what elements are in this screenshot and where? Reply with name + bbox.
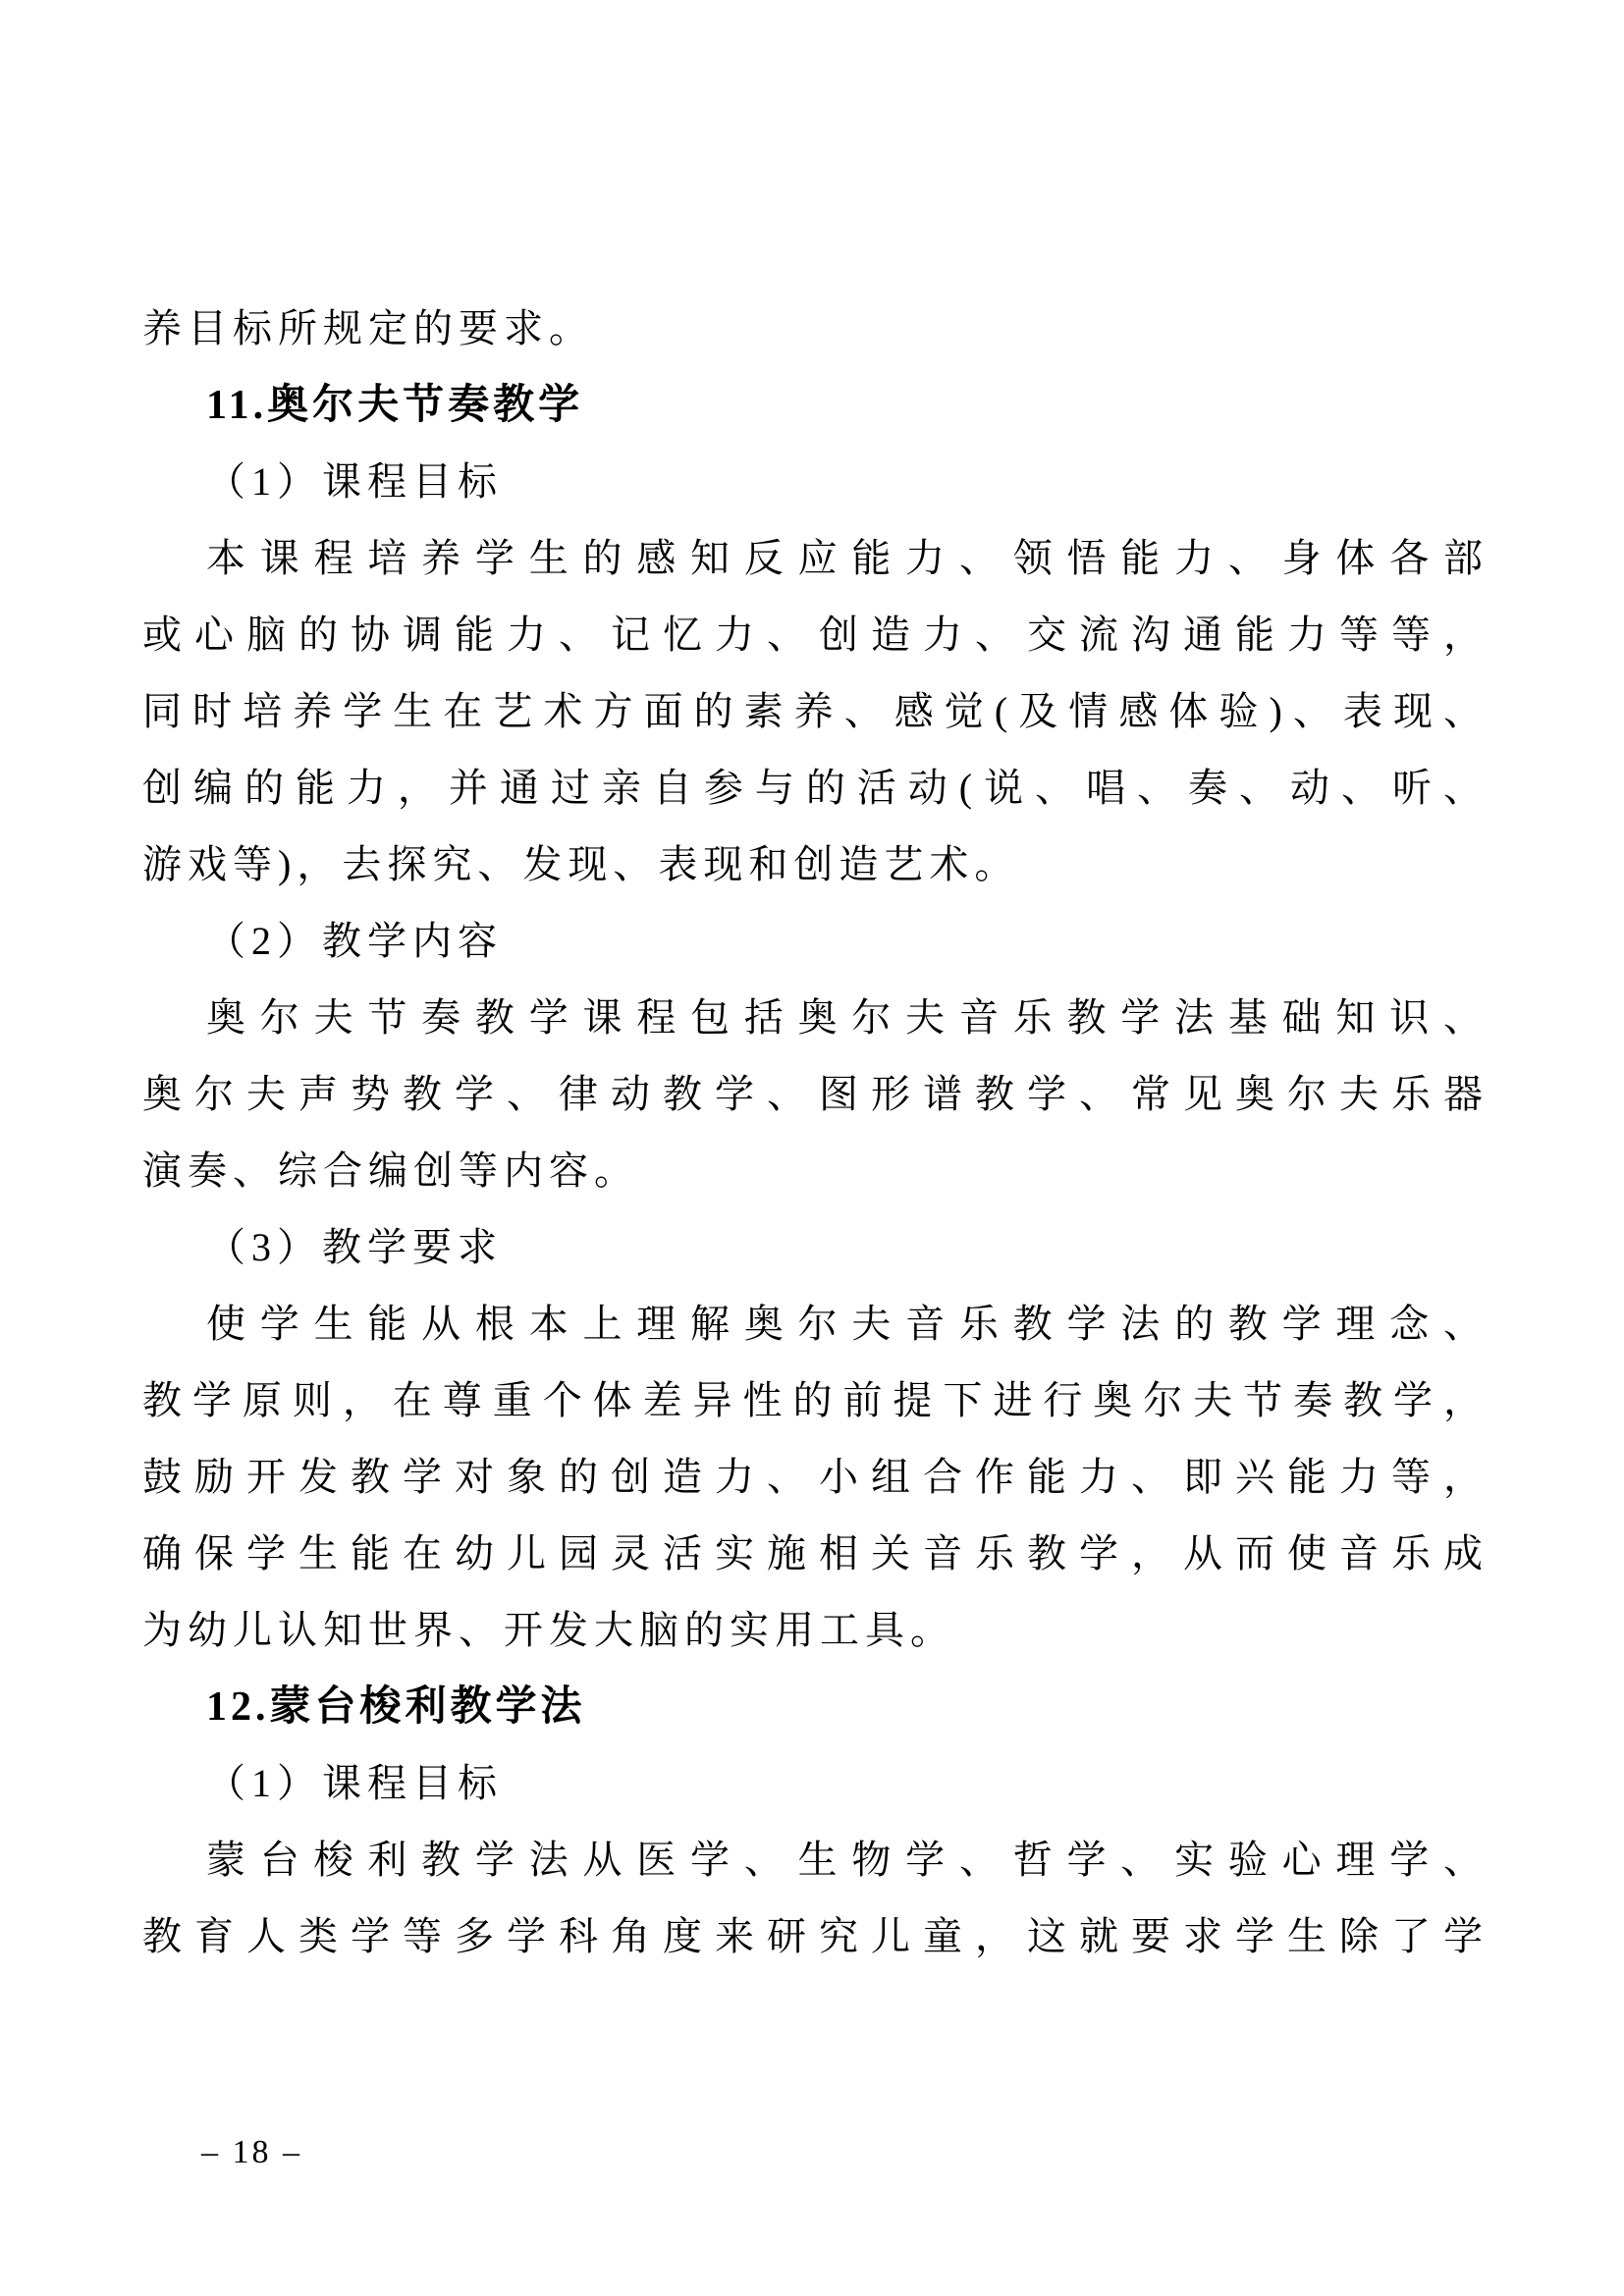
body-line: 本课程培养学生的感知反应能力、领悟能力、身体各部 [206,536,1483,580]
heading-section-12-montessori: 12.蒙台梭利教学法 [206,1684,586,1730]
body-line: 使学生能从根本上理解奥尔夫音乐教学法的教学理念、 [206,1302,1483,1346]
subheading-teaching-content: （2）教学内容 [206,919,503,963]
body-line: 或心脑的协调能力、记忆力、创造力、交流沟通能力等等， [142,613,1483,657]
body-line: 游戏等)，去探究、发现、表现和创造艺术。 [142,842,1020,886]
heading-section-11-orff: 11.奥尔夫节奏教学 [206,383,584,428]
body-line: 养目标所规定的要求。 [142,306,594,350]
body-line: 奥尔夫节奏教学课程包括奥尔夫音乐教学法基础知识、 [206,995,1483,1040]
body-line: 创编的能力，并通过亲自参与的活动(说、唱、奏、动、听、 [142,766,1483,810]
document-page-body [142,291,1483,1975]
subheading-course-objective: （1）课程目标 [206,459,503,504]
subheading-teaching-requirements: （3）教学要求 [206,1225,503,1269]
body-line: 教学原则，在尊重个体差异性的前提下进行奥尔夫节奏教学， [142,1378,1483,1422]
body-line: 奥尔夫声势教学、律动教学、图形谱教学、常见奥尔夫乐器 [142,1072,1483,1116]
body-line: 鼓励开发教学对象的创造力、小组合作能力、即兴能力等， [142,1455,1483,1499]
subheading-course-objective: （1）课程目标 [206,1761,503,1805]
body-line: 确保学生能在幼儿园灵活实施相关音乐教学，从而使音乐成 [142,1531,1483,1575]
body-line: 为幼儿认知世界、开发大脑的实用工具。 [142,1608,955,1652]
body-line: 同时培养学生在艺术方面的素养、感觉(及情感体验)、表现、 [142,689,1483,733]
body-line: 蒙台梭利教学法从医学、生物学、哲学、实验心理学、 [206,1838,1483,1882]
body-line: 教育人类学等多学科角度来研究儿童，这就要求学生除了学 [142,1914,1483,1958]
page-number: – 18 – [201,2134,302,2170]
body-line: 演奏、综合编创等内容。 [142,1148,639,1193]
